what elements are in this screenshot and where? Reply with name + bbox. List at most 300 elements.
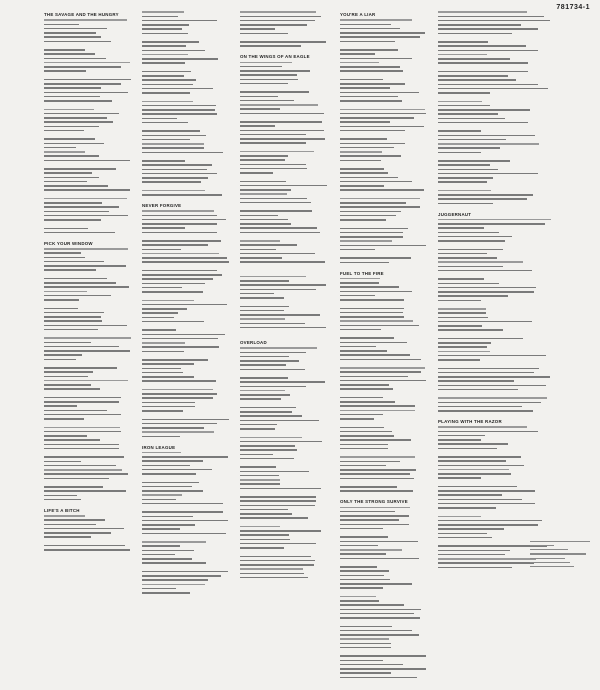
lyric-line-mark (44, 269, 96, 270)
lyric-line-mark (340, 62, 379, 63)
lyric-line-mark (438, 402, 541, 403)
lyric-line-mark (438, 291, 534, 292)
lyric-line-mark (240, 125, 275, 126)
lyric-line-mark (438, 227, 484, 228)
lyric-line (142, 434, 234, 438)
lyric-line-mark (240, 466, 276, 467)
lyric-line-mark (44, 499, 81, 500)
lyric-line-mark (44, 219, 101, 220)
lyric-line-mark (44, 32, 96, 33)
lyric-line-mark (438, 524, 538, 525)
lyric-line-mark (240, 189, 291, 190)
lyric-line-mark (240, 253, 315, 254)
lyric-line-mark (44, 532, 111, 533)
song-title: LIFE'S A BITCH (44, 507, 80, 513)
lyric-line-mark (438, 338, 523, 339)
lyric-line-mark (340, 181, 412, 182)
lyric-line-mark (142, 363, 194, 364)
lyric-line-mark (44, 147, 76, 148)
lyric-line-mark (240, 386, 306, 387)
lyric-line-mark (340, 376, 408, 377)
lyric-line-mark (142, 71, 191, 72)
lyric-line-mark (438, 177, 493, 178)
lyric-line-mark (44, 36, 101, 37)
lyric-line-mark (44, 346, 119, 347)
lyric-line-mark (240, 62, 292, 63)
lyric-line-mark (438, 448, 497, 449)
song-title: ONLY THE STRONG SURVIVE (340, 499, 408, 505)
lyric-line-mark (438, 346, 487, 347)
credits-line-mark (530, 541, 590, 542)
lyric-line-mark (142, 402, 195, 403)
lyric-line-mark (142, 321, 204, 322)
lyric-line-mark (438, 308, 486, 309)
lyric-line-mark (240, 164, 306, 165)
lyric-line-mark (44, 113, 119, 114)
lyric-line-mark (44, 53, 95, 54)
lyric-line-mark (240, 547, 284, 548)
lyric-line-mark (142, 160, 185, 161)
lyric-line-mark (438, 143, 539, 144)
lyric-line-mark (438, 494, 502, 495)
lyric-line-mark (142, 423, 217, 424)
lyric-line-mark (44, 414, 121, 415)
lyric-line-mark (44, 265, 126, 266)
lyric-line-mark (438, 92, 490, 93)
lyric-line-mark (142, 122, 188, 123)
lyric-line-mark (44, 206, 119, 207)
lyric-line-mark (240, 11, 316, 12)
lyric-line-mark (438, 113, 498, 114)
lyric-line-mark (340, 236, 403, 237)
lyric-line-mark (438, 160, 510, 161)
song-title: YOU'RE A LIAR (340, 12, 376, 17)
lyric-line-mark (438, 41, 488, 42)
lyric-line-mark (44, 405, 77, 406)
lyric-line-mark (44, 151, 85, 152)
lyric-line-mark (44, 478, 109, 479)
lyric-line-mark (142, 346, 219, 347)
lyric-line-mark (142, 130, 200, 131)
lyric-line-mark (438, 253, 487, 254)
lyric-line-mark (438, 24, 521, 25)
lyric-line-mark (142, 232, 217, 233)
lyric-line-mark (340, 672, 391, 673)
lyric-line-mark (240, 240, 280, 241)
lyric-line-mark (240, 483, 280, 484)
lyric-line-mark (44, 469, 122, 470)
lyric-line-mark (240, 172, 273, 173)
lyric-line-mark (240, 568, 303, 569)
lyric-line-mark (240, 130, 324, 131)
lyric-line-mark (142, 50, 205, 51)
lyric-line-mark (340, 291, 412, 292)
lyric-line-mark (44, 185, 108, 186)
lyric-line-mark (438, 435, 485, 436)
lyric-line-mark (44, 418, 84, 419)
lyric-line-mark (44, 337, 131, 338)
lyric-line-mark (340, 583, 412, 584)
lyric-line-mark (44, 545, 125, 546)
lyric-line-mark (44, 248, 128, 249)
lyric-line-mark (142, 113, 217, 114)
lyric-line-mark (240, 223, 291, 224)
lyric-line-mark (340, 630, 412, 631)
lyric-line-mark (240, 398, 281, 399)
lyric-line-mark (44, 79, 131, 80)
lyric-line-mark (142, 194, 222, 195)
lyric-line-mark (44, 448, 119, 449)
lyric-line-mark (240, 219, 288, 220)
lyric-line (438, 409, 558, 413)
lyric-line-mark (142, 431, 214, 432)
lyric-line (340, 357, 432, 361)
lyric-line-mark (340, 257, 411, 258)
lyric-line-mark (240, 66, 282, 67)
lyric-line-mark (438, 372, 534, 373)
lyric-line-mark (340, 320, 413, 321)
lyric-line-mark (44, 130, 84, 131)
lyric-line-mark (438, 147, 500, 148)
lyric-line-mark (438, 203, 493, 204)
lyric-line-mark (142, 278, 213, 279)
lyric-line-mark (340, 215, 396, 216)
lyric-line-mark (340, 211, 401, 212)
lyric-line (240, 44, 332, 48)
lyric-line-mark (44, 286, 129, 287)
lyric-line-mark (438, 562, 534, 563)
lyric-line-mark (438, 507, 496, 508)
lyric-line (44, 323, 136, 327)
lyric-line-mark (438, 135, 535, 136)
lyric-line (240, 230, 332, 234)
stanza-gap (142, 595, 234, 599)
lyric-line-mark (142, 152, 223, 153)
lyric-line-mark (44, 397, 121, 398)
song-title: THE SAVAGE AND THE HUNGRY (44, 12, 119, 17)
lyric-line-mark (240, 377, 288, 378)
lyric-line-mark (240, 310, 284, 311)
lyric-line-mark (340, 299, 404, 300)
lyric-line-mark (142, 317, 174, 318)
lyric-line-mark (438, 270, 532, 271)
lyric-line-mark (142, 329, 176, 330)
lyric-line-mark (142, 92, 190, 93)
lyric-line-mark (438, 11, 527, 12)
lyric-line-mark (438, 410, 533, 411)
lyric-line-mark (142, 300, 194, 301)
lyric-line-mark (340, 448, 388, 449)
lyric-line-mark (438, 516, 481, 517)
lyric-line-mark (44, 232, 115, 233)
lyric-line-mark (340, 100, 402, 101)
lyric-line-mark (340, 579, 390, 580)
lyric-line-mark (142, 571, 228, 572)
lyric-line-mark (240, 155, 288, 156)
lyric-line-mark (438, 118, 505, 119)
lyric-line-mark (44, 376, 88, 377)
lyric-line-mark (340, 638, 389, 639)
lyric-line-mark (240, 113, 324, 114)
lyric-line-mark (142, 550, 194, 551)
lyric-line-mark (240, 306, 289, 307)
lyric-line-mark (240, 100, 294, 101)
song-block (142, 203, 234, 439)
credits-line-mark (530, 562, 570, 563)
lyric-line-mark (142, 376, 194, 377)
lyric-line (340, 607, 432, 611)
lyric-line-mark (340, 515, 409, 516)
lyric-line-mark (142, 41, 199, 42)
lyric-line-mark (44, 41, 111, 42)
lyric-line-mark (142, 486, 192, 487)
lyric-line-mark (142, 105, 216, 106)
lyric-line (44, 158, 136, 162)
lyric-line (340, 260, 432, 264)
lyric-line-mark (438, 477, 481, 478)
lyric-line (44, 548, 136, 552)
lyric-line-mark (340, 228, 408, 229)
lyric-line-mark (44, 181, 87, 182)
lyric-line-mark (240, 573, 304, 574)
lyric-line (340, 323, 432, 327)
stanza-gap (240, 580, 332, 584)
lyric-line (340, 243, 432, 247)
lyric-line-mark (44, 325, 127, 326)
lyric-line-mark (44, 410, 107, 411)
lyric-line-mark (340, 58, 412, 59)
lyric-line-mark (438, 33, 512, 34)
lyric-line-mark (438, 406, 522, 407)
lyric-line-mark (240, 539, 290, 540)
lyric-line-mark (438, 181, 487, 182)
credits-line-mark (530, 566, 574, 567)
lyric-line-mark (240, 394, 290, 395)
lyric-line-mark (340, 329, 381, 330)
lyric-line-mark (142, 545, 180, 546)
credits-line-mark (530, 553, 586, 554)
lyric-line-mark (142, 368, 181, 369)
lyric-line-mark (340, 486, 397, 487)
lyric-line-mark (340, 388, 393, 389)
lyric-line-mark (438, 283, 499, 284)
lyric-line-mark (142, 533, 226, 534)
lyric-line-mark (44, 495, 77, 496)
lyric-line-mark (438, 169, 498, 170)
lyric-line (438, 201, 558, 205)
lyric-line-mark (240, 181, 286, 182)
lyric-line-mark (44, 431, 121, 432)
lyric-line-mark (438, 54, 487, 55)
lyric-line-mark (44, 49, 85, 50)
lyric-line-mark (44, 155, 99, 156)
lyric-line-mark (438, 499, 522, 500)
lyric-line-mark (340, 469, 416, 470)
lyric-line-mark (340, 245, 426, 246)
lyric-line-mark (142, 118, 177, 119)
lyric-line-mark (340, 28, 400, 29)
lyric-line-mark (438, 45, 526, 46)
lyric-line-mark (142, 20, 217, 21)
lyric-line-mark (142, 469, 212, 470)
lyric-line-mark (438, 443, 508, 444)
lyric-line-mark (142, 524, 195, 525)
lyric-line (438, 383, 558, 387)
lyric-line-mark (438, 79, 516, 80)
lyric-line-mark (240, 227, 317, 228)
lyric-line-mark (142, 473, 196, 474)
lyric-line-mark (44, 211, 109, 212)
lyric-line-mark (340, 359, 421, 360)
lyric-line-mark (340, 473, 410, 474)
lyrics-column-2 (142, 10, 234, 605)
lyric-line-mark (240, 381, 325, 382)
lyric-line-mark (438, 75, 508, 76)
lyric-line-mark (142, 244, 208, 245)
lyric-line-mark (44, 320, 102, 321)
lyric-line-mark (438, 460, 506, 461)
lyrics-column-3 (240, 10, 332, 590)
lyric-line-mark (240, 437, 302, 438)
lyric-line-mark (438, 351, 490, 352)
lyric-line-mark (44, 198, 127, 199)
lyric-line-mark (240, 142, 306, 143)
lyric-line-mark (44, 515, 85, 516)
lyric-line-mark (340, 600, 379, 601)
lyric-line-mark (438, 58, 510, 59)
lyric-line-mark (240, 16, 321, 17)
lyric-line-mark (142, 287, 182, 288)
lyric-line-mark (142, 16, 178, 17)
lyric-line-mark (438, 567, 512, 568)
lyric-line-mark (142, 164, 212, 165)
lyric-line-mark (340, 549, 402, 550)
lyric-line-mark (240, 509, 288, 510)
lyric-line-mark (240, 293, 274, 294)
lyric-line (44, 231, 136, 235)
lyric-line-mark (44, 350, 130, 351)
lyric-line-mark (438, 329, 503, 330)
lyric-line-mark (240, 28, 275, 29)
song-block (240, 340, 332, 584)
lyric-line-mark (340, 147, 394, 148)
lyric-line-mark (142, 528, 180, 529)
lyric-line-mark (340, 312, 403, 313)
lyric-line (340, 616, 432, 620)
lyric-line-mark (340, 587, 383, 588)
lyric-line-mark (438, 558, 536, 559)
lyric-line-mark (438, 528, 504, 529)
lyric-line-mark (340, 240, 392, 241)
song-block (438, 212, 558, 414)
lyric-line-mark (240, 530, 321, 531)
lyric-line-mark (438, 321, 532, 322)
lyric-line-mark (438, 287, 536, 288)
lyric-line-mark (44, 83, 121, 84)
lyric-line (142, 150, 234, 154)
lyric-line-mark (340, 36, 420, 37)
lyric-line-mark (340, 143, 405, 144)
lyric-line-mark (142, 456, 228, 457)
lyric-line-mark (438, 101, 482, 102)
lyric-line-mark (44, 92, 128, 93)
lyric-line-mark (142, 516, 193, 517)
lyric-line-mark (142, 562, 206, 563)
lyric-line-mark (240, 323, 305, 324)
lyric-line-mark (240, 257, 282, 258)
lyric-line-mark (44, 168, 116, 169)
lyric-line-mark (240, 517, 308, 518)
lyric-line-mark (340, 295, 375, 296)
lyric-line-mark (142, 75, 184, 76)
lyric-line-mark (240, 41, 326, 42)
lyric-line-mark (438, 368, 539, 369)
lyric-line-mark (340, 126, 424, 127)
lyric-line-mark (240, 420, 319, 421)
lyric-line-mark (142, 11, 184, 12)
lyric-line (142, 417, 234, 421)
lyric-line-mark (340, 286, 399, 287)
lyric-line-mark (142, 45, 186, 46)
lyric-line-mark (44, 257, 85, 258)
lyric-line-mark (438, 533, 487, 534)
lyric-line-mark (438, 71, 528, 72)
lyric-line-mark (142, 410, 183, 411)
lyric-line-mark (438, 312, 486, 313)
lyric-line-mark (340, 367, 425, 368)
lyric-line (340, 107, 432, 111)
lyric-line-mark (240, 232, 320, 233)
lyric-line-mark (142, 147, 204, 148)
lyric-line-mark (142, 84, 193, 85)
lyric-line-mark (44, 465, 116, 466)
lyric-line-mark (340, 249, 375, 250)
lyric-line-mark (438, 219, 551, 220)
lyric-line-mark (340, 206, 420, 207)
lyric-line-mark (44, 138, 95, 139)
lyric-line-mark (438, 236, 512, 237)
lyric-line (44, 498, 136, 502)
lyric-line (340, 489, 432, 493)
lyric-line-mark (44, 291, 87, 292)
lyric-line (142, 193, 234, 197)
song-block (340, 499, 432, 684)
lyric-line-mark (44, 282, 116, 283)
credits-line-mark (530, 558, 565, 559)
lyric-line-mark (44, 62, 130, 63)
lyric-line-mark (142, 575, 221, 576)
lyric-line-mark (438, 278, 484, 279)
lyric-line-mark (142, 210, 214, 211)
lyric-line-mark (44, 177, 99, 178)
lyric-line-mark (142, 257, 227, 258)
lyric-line-mark (142, 397, 213, 398)
lyric-line (142, 260, 234, 264)
lyric-line-mark (44, 435, 87, 436)
lyric-line-mark (44, 66, 121, 67)
lyric-line-mark (438, 130, 481, 131)
lyric-line-mark (340, 634, 419, 635)
lyric-line-mark (240, 526, 280, 527)
lyric-line-mark (438, 486, 517, 487)
lyric-line-mark (142, 177, 208, 178)
song-title: NEVER FORGIVE (142, 203, 182, 208)
lyric-line-mark (142, 143, 204, 144)
lyric-line-mark (340, 172, 388, 173)
lyric-line-mark (44, 189, 130, 190)
lyric-line-mark (142, 490, 203, 491)
lyric-line-mark (340, 456, 415, 457)
